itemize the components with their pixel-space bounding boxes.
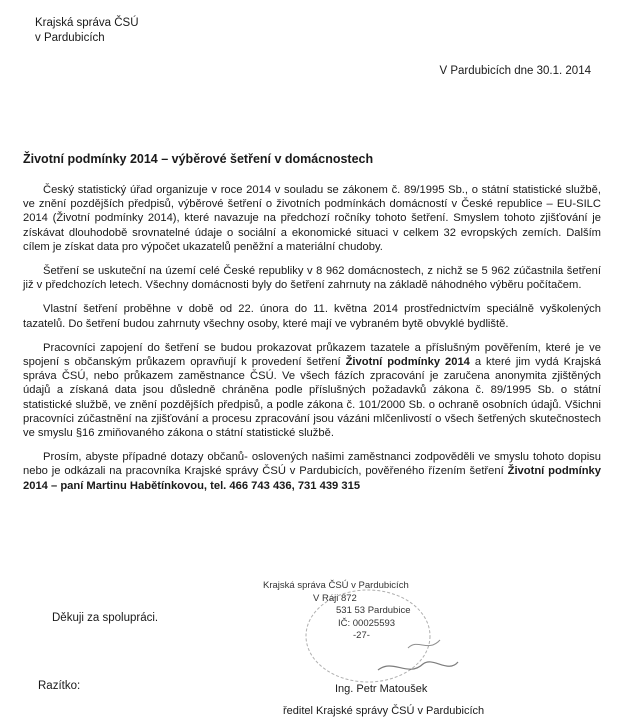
- sender-name: Krajská správa ČSÚ: [35, 17, 139, 29]
- sender-block: [35, 16, 139, 46]
- stamp-line-number: -27-: [353, 630, 370, 641]
- contact-bold: Životní podmínky 2014 – paní Martinu Habětínkovou, tel. 466 743 436, 731 439 315: [23, 465, 601, 492]
- stamp-line-street: V Ráji 872: [313, 592, 357, 604]
- paragraph-1: Český statistický úřad organizuje v roce 2014 v souladu se zákonem č. 89/1995 Sb., o státní statistické službě, ve znění pozdějších předpisů, výběrové šetření o životních podmínkách domácností v České republice – EU-SILC 2014 (Životní podmínky 2014), které navazuje na předchozí ročníky tohoto šetření. Smyslem tohoto zjišťování je získávat dlouhodobě srovnatelné údaje o sociální a ekonomické situaci v celkem 32 evropských zemích. Dalším cílem je získat data pro výpočet ukazatelů peněžní a materiální chudoby.: [23, 184, 601, 253]
- paragraph-2: Šetření se uskuteční na území celé České republiky v 8 962 domácnostech, z nichž se 5 962 zúčastnila šetření již v předchozích letech. Všechny domácnosti byly do šetření zahrnuty na základě náhodného výběru počítačem.: [23, 265, 601, 292]
- stamp-label: Razítko:: [38, 680, 81, 692]
- signer-block: [283, 678, 484, 722]
- stamp-line-id: IČ: 00025593: [338, 617, 396, 629]
- letter-title: Životní podmínky 2014 – výběrové šetření v domácnostech: [23, 152, 374, 166]
- paragraph-5-text-a: Prosím, abyste případné dotazy občanů- oslovených našimi zaměstnanci zodpověděli ve smyslu tohoto dopisu nebo je odkázali na pracovníka Krajské správy ČSÚ v Pardubicích, pověřeného řízením šetření: [23, 451, 601, 478]
- paragraph-4-text-a: Pracovníci zapojení do šetření se budou prokazovat průkazem tazatele a příslušným pověřením, které je ve spojení s občanským průkazem opravňují k provedení šetření: [23, 341, 601, 369]
- letter-body: [23, 183, 601, 503]
- paragraph-5: [23, 450, 601, 493]
- signer-name: Ing. Petr Matoušek: [335, 683, 428, 695]
- paragraph-4-text-b: a které jim vydá Krajská správa ČSÚ, nebo průkazem zaměstnance ČSÚ. Ve všech fázích zpracování je zaručena anonymita zjištěných údajů a získaná data jsou důsledně chráněna podle příslušných požadavků zákona č. 89/1995 Sb. o státní statistické službě, ve znění pozdějších předpisů, a podle zákona č. 101/2000 Sb. o ochraně osobních údajů. Všichni pracovníci zúčastnění na zjišťování a procesu zpracování jsou vázáni mlčenlivostí o všech šetřených skutečnostech ve smyslu §16 zmiňovaného zákona o státní statistické službě.: [23, 356, 601, 440]
- stamp-line-office: Krajská správa ČSÚ v Pardubicích: [263, 580, 409, 591]
- survey-name-bold: Životní podmínky 2014: [345, 356, 470, 369]
- stamp-text: [263, 580, 483, 643]
- stamp-line-city: 531 53 Pardubice: [336, 605, 411, 616]
- paragraph-4: [23, 341, 601, 440]
- signer-role: ředitel Krajské správy ČSÚ v Pardubicích: [283, 705, 485, 717]
- thanks-line: Děkuji za spolupráci.: [52, 612, 159, 624]
- sender-location: v Pardubicích: [35, 32, 105, 44]
- paragraph-3: Vlastní šetření proběhne v době od 22. února do 11. května 2014 prostřednictvím speciálně vyškolených tazatelů. Do šetření budou zahrnuty všechny osoby, které mají ve vybraném bytě obvyklé bydliště.: [23, 303, 601, 330]
- date-line: V Pardubicích dne 30.1. 2014: [439, 65, 591, 77]
